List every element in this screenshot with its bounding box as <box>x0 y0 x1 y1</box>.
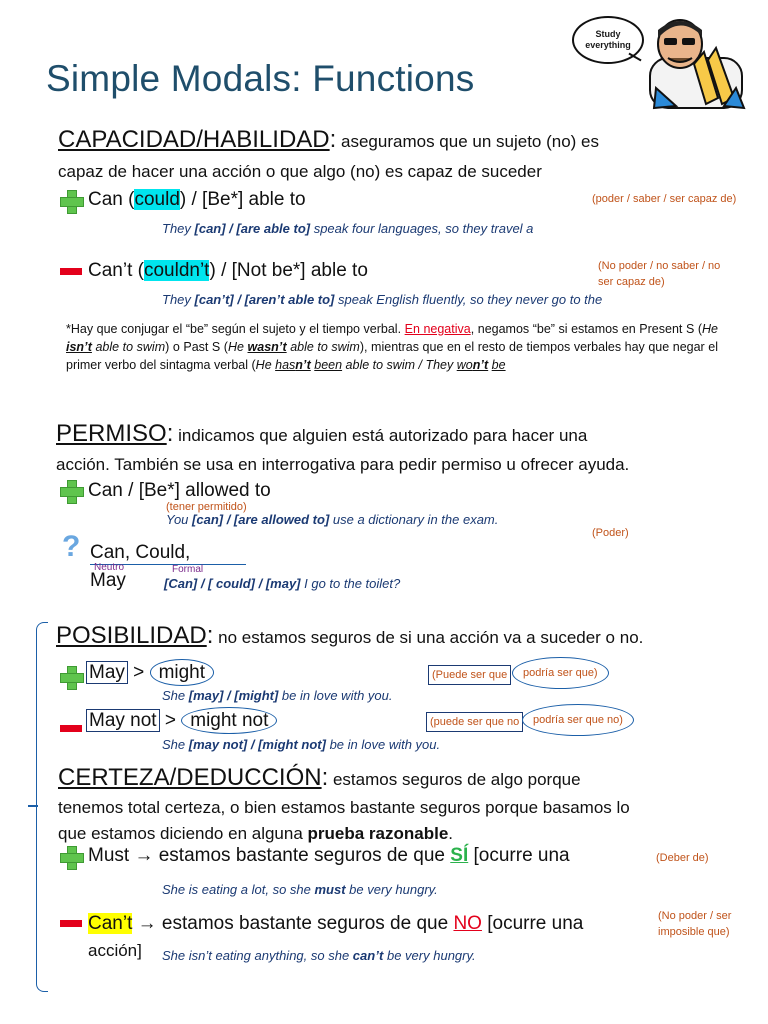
example-text: use a dictionary in the exam. <box>329 512 499 527</box>
permiso-question-example <box>164 576 400 591</box>
si-highlight: SÍ <box>450 845 469 866</box>
page-title: Simple Modals: Functions <box>46 58 475 99</box>
example-text: She <box>162 737 189 752</box>
certeza-desc-2: tenemos total certeza, o bien estamos bastante seguros porque basamos lo <box>58 798 630 817</box>
rule-text: → estamos bastante seguros de que <box>132 913 454 934</box>
posibilidad-positive-note-oval: podría ser que) <box>512 657 609 689</box>
permiso-desc-1: indicamos que alguien está autorizado para hacer una <box>173 426 588 445</box>
certeza-desc-3 <box>58 824 453 844</box>
example-text: I go to the toilet? <box>300 576 401 591</box>
certeza-heading: CERTEZA/DEDUCCIÓN <box>58 764 322 791</box>
permiso-heading-line <box>56 420 587 448</box>
example-modal: [can] / [are able to] <box>194 221 311 236</box>
posibilidad-heading-line <box>56 622 643 650</box>
plus-icon <box>60 190 82 212</box>
rule-text: Must → estamos bastante seguros de que <box>88 845 451 866</box>
capacidad-footnote <box>66 320 718 374</box>
formal-label: Formal <box>172 564 204 575</box>
permiso-positive-note: (tener permitido) <box>166 501 247 513</box>
minus-icon <box>60 920 82 927</box>
example-text: be very hungry. <box>345 882 438 897</box>
capacidad-heading-line <box>58 126 599 154</box>
example-text: You <box>166 512 193 527</box>
may-box: May <box>86 661 128 684</box>
posibilidad-negative-note-box: (puede ser que no <box>426 712 523 732</box>
cant-highlight: Can’t <box>88 913 133 934</box>
footnote-example: He <box>702 322 718 336</box>
example-text: speak four languages, so they travel a <box>310 221 534 236</box>
posibilidad-desc: no estamos seguros de si una acción va a suceder o no. <box>213 628 644 647</box>
colon: : <box>321 764 329 791</box>
footnote-example-bold: n’t <box>295 358 311 372</box>
prueba-razonable: prueba razonable <box>307 824 449 843</box>
permiso-question-rule-1: Can, Could, <box>90 542 246 565</box>
example-text: She isn’t eating anything, so she <box>162 948 353 963</box>
plus-icon <box>60 480 82 502</box>
rule-text: Can’t ( <box>88 260 144 281</box>
certeza-positive-rule <box>88 845 570 867</box>
colon: : <box>329 126 337 153</box>
example-modal: [may not] / [might not] <box>188 737 326 752</box>
footnote-example: be <box>491 358 506 372</box>
footnote-example: able to swim / They <box>342 358 457 372</box>
footnote-text: *Hay que conjugar el “be” según el sujeto y el tiempo verbal. <box>66 322 405 336</box>
footnote-example: been <box>314 358 343 372</box>
rule-text: [ocurre una <box>468 845 570 866</box>
certeza-positive-note: (Deber de) <box>656 852 709 864</box>
certeza-negative-example <box>162 948 476 963</box>
desc-text: . <box>448 824 454 843</box>
capacidad-positive-rule <box>88 189 306 211</box>
example-text: They <box>162 292 195 307</box>
could-highlight: could <box>134 189 180 210</box>
footnote-example: He <box>255 358 276 372</box>
posibilidad-positive-example <box>162 688 393 703</box>
rule-text: ) / [Not be*] able to <box>209 260 368 281</box>
posibilidad-negative-rule <box>86 710 277 732</box>
desc-text: que estamos diciendo en alguna <box>58 824 308 843</box>
example-text: speak English fluently, so they never go to the <box>334 292 603 307</box>
colon: : <box>206 622 214 649</box>
capacidad-positive-example <box>162 221 533 236</box>
capacidad-desc-1: aseguramos que un sujeto (no) es <box>336 132 600 151</box>
footnote-example: has <box>275 358 296 372</box>
greater-than: > <box>127 662 150 683</box>
example-text: be in love with you. <box>278 688 393 703</box>
example-modal: [can’t] / [aren’t able to] <box>194 292 335 307</box>
bracket-notch <box>28 805 38 807</box>
posibilidad-negative-example <box>162 737 440 752</box>
footnote-text: , negamos “be” si estamos en Present S ( <box>470 322 702 336</box>
footnote-example: able to swim <box>91 340 166 354</box>
rule-text: [ocurre una <box>481 913 584 934</box>
example-text: She is eating a lot, so she <box>162 882 315 897</box>
might-not-oval: might not <box>181 707 277 734</box>
plus-icon <box>60 666 82 688</box>
bubble-text-1: Study <box>595 29 621 39</box>
bubble-text-2: everything <box>585 40 631 50</box>
colon: : <box>166 420 174 447</box>
rule-text: ) / [Be*] able to <box>179 189 306 210</box>
example-modal: must <box>314 882 346 897</box>
permiso-poder-note: (Poder) <box>592 527 629 539</box>
example-text: She <box>162 688 189 703</box>
capacidad-negative-note: (No poder / no saber / no ser capaz de) <box>598 260 721 288</box>
footnote-text: ), mientras que en el resto de tiempos verbales hay que negar el primer verbo del sintagma verbal ( <box>66 340 718 372</box>
capacidad-negative-example <box>162 292 602 307</box>
example-modal: [may] / [might] <box>188 688 279 703</box>
permiso-positive-example <box>166 512 498 527</box>
example-text: be in love with you. <box>325 737 441 752</box>
certeza-heading-line <box>58 764 581 792</box>
may-not-box: May not <box>86 709 160 732</box>
capacidad-positive-note: (poder / saber / ser capaz de) <box>592 193 737 205</box>
question-mark-icon: ? <box>62 530 81 563</box>
footnote-example-bold: wasn’t <box>247 340 287 354</box>
permiso-desc-2: acción. También se usa en interrogativa para pedir permiso u ofrecer ayuda. <box>56 455 630 474</box>
studying-avatar-icon <box>646 18 746 112</box>
certeza-negative-rule <box>88 913 583 935</box>
minus-icon <box>60 268 82 275</box>
footnote-example: He <box>227 340 248 354</box>
plus-icon <box>60 846 82 868</box>
posibilidad-positive-rule <box>86 662 214 684</box>
neutro-label: Neutro <box>94 562 125 573</box>
minus-icon <box>60 725 82 732</box>
capacidad-heading: CAPACIDAD/HABILIDAD <box>58 126 330 153</box>
certeza-negative-note: (No poder / ser imposible que) <box>658 910 732 938</box>
footnote-text: ) o Past S ( <box>165 340 228 354</box>
posibilidad-heading: POSIBILIDAD <box>56 622 207 649</box>
capacidad-desc-2: capaz de hacer una acción o que algo (no) es capaz de suceder <box>58 162 542 181</box>
example-text: They <box>162 221 195 236</box>
couldnt-highlight: couldn’t <box>143 260 210 281</box>
example-text: be very hungry. <box>383 948 476 963</box>
no-highlight: NO <box>453 913 482 934</box>
footnote-example: wo <box>456 358 473 372</box>
posibilidad-negative-note-oval: podría ser que no) <box>522 704 634 736</box>
posibilidad-positive-note-box: (Puede ser que <box>428 665 511 685</box>
permiso-positive-rule: Can / [Be*] allowed to <box>88 480 271 501</box>
negativa-highlight: En negativa <box>404 322 471 336</box>
permiso-heading: PERMISO <box>56 420 167 447</box>
example-modal: [Can] / [ could] / [may] <box>164 576 301 591</box>
certeza-negative-rule-cont: acción] <box>88 941 142 960</box>
greater-than: > <box>159 710 182 731</box>
certeza-positive-example <box>162 882 438 897</box>
example-modal: [can] / [are allowed to] <box>192 512 330 527</box>
capacidad-negative-rule <box>88 260 368 282</box>
footnote-example: able to swim <box>286 340 360 354</box>
permiso-question-rule-2: May <box>90 570 126 591</box>
might-oval: might <box>150 659 214 686</box>
section-bracket <box>36 622 48 992</box>
certeza-desc-1: estamos seguros de algo porque <box>328 770 581 789</box>
rule-text: Can ( <box>88 189 135 210</box>
footnote-example-bold: isn’t <box>66 340 92 354</box>
example-modal: can’t <box>352 948 384 963</box>
footnote-example-bold: n’t <box>472 358 489 372</box>
